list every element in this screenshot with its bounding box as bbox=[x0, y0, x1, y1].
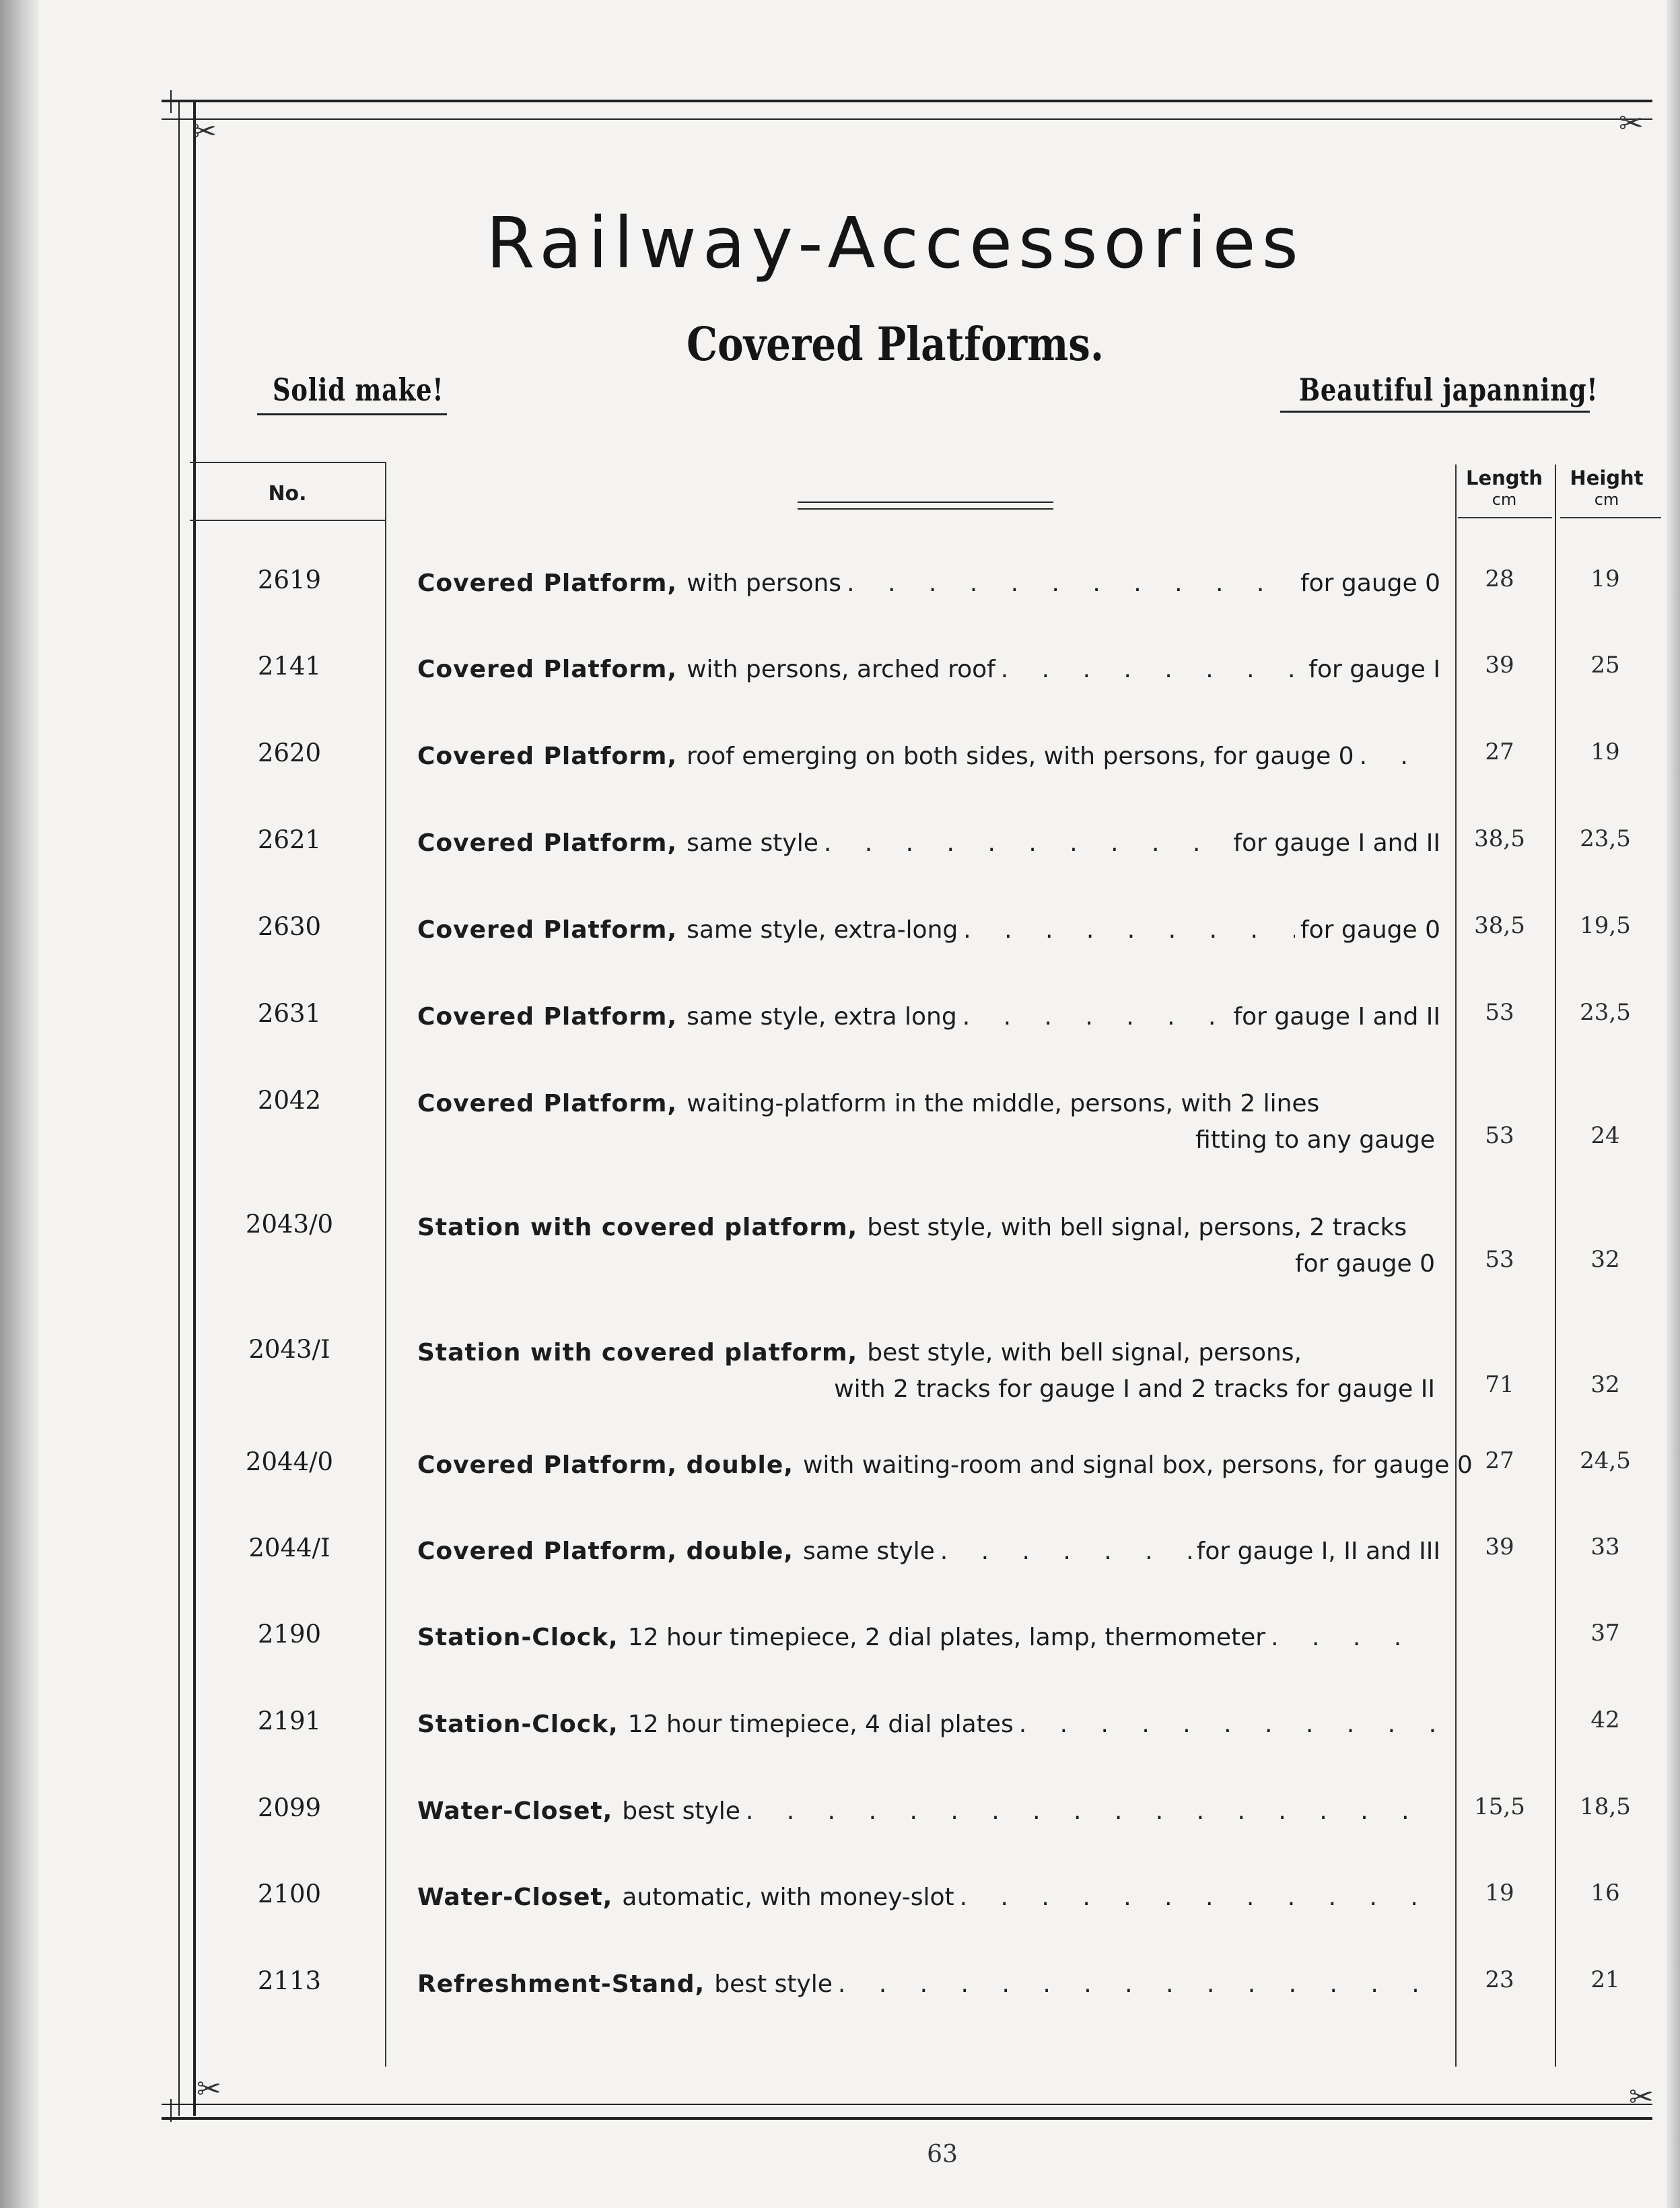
column-header-no-label: No. bbox=[268, 482, 307, 506]
item-description-continuation: with 2 tracks for gauge I and 2 tracks for gauge II bbox=[834, 1375, 1435, 1403]
item-number: 2042 bbox=[257, 1086, 322, 1115]
item-length: 39 bbox=[1485, 1533, 1514, 1560]
item-spec: best style, with bell signal, persons, 2 tracks bbox=[867, 1214, 1407, 1241]
column-header-length-unit: cm bbox=[1492, 490, 1517, 509]
slogan-right-underline bbox=[1280, 411, 1590, 413]
item-height: 24 bbox=[1590, 1122, 1620, 1149]
leader-dots bbox=[963, 999, 1228, 1035]
leader-dots bbox=[960, 1879, 1435, 1916]
item-gauge: for gauge I, II and III bbox=[1196, 1538, 1440, 1565]
item-number: 2113 bbox=[257, 1966, 322, 1995]
leader-dots bbox=[838, 1966, 1435, 2003]
item-number: 2043/I bbox=[248, 1335, 330, 1364]
table-row bbox=[0, 912, 1680, 1000]
item-spec: with persons, arched roof bbox=[687, 656, 995, 683]
leader-dots bbox=[1019, 1706, 1435, 1743]
scissors-ornament-icon: ✂ bbox=[192, 114, 217, 149]
item-name: Covered Platform, bbox=[417, 1003, 678, 1031]
page-title: Railway-Accessories bbox=[486, 202, 1304, 284]
item-length: 39 bbox=[1485, 652, 1514, 679]
item-name: Covered Platform, double, bbox=[417, 1538, 794, 1565]
item-number: 2619 bbox=[257, 565, 322, 594]
item-number: 2191 bbox=[257, 1706, 322, 1735]
item-description bbox=[417, 1879, 1440, 1916]
item-gauge: for gauge 0 bbox=[1300, 916, 1440, 944]
item-name: Station-Clock, bbox=[417, 1711, 619, 1738]
item-height: 23,5 bbox=[1580, 999, 1631, 1026]
page-number: 63 bbox=[927, 2141, 958, 2168]
item-number: 2099 bbox=[257, 1793, 322, 1822]
leader-dots bbox=[1001, 652, 1303, 688]
item-description bbox=[417, 652, 1440, 688]
leader-dots bbox=[746, 1793, 1435, 1830]
item-height: 16 bbox=[1590, 1879, 1620, 1906]
leader-dots bbox=[963, 912, 1295, 948]
item-name: Station with covered platform, bbox=[417, 1214, 858, 1241]
item-name: Covered Platform, bbox=[417, 570, 678, 597]
table-row bbox=[0, 565, 1680, 653]
item-description bbox=[417, 738, 1440, 775]
item-length: 53 bbox=[1485, 1246, 1514, 1273]
item-height: 37 bbox=[1590, 1620, 1620, 1647]
leader-dots bbox=[1360, 738, 1435, 775]
item-name: Covered Platform, bbox=[417, 743, 678, 770]
scissors-ornament-icon: ✂ bbox=[1629, 2080, 1654, 2114]
item-gauge: for gauge I bbox=[1308, 656, 1440, 683]
item-description bbox=[417, 1210, 1440, 1282]
table-row bbox=[0, 1706, 1680, 1794]
item-gauge: for gauge I and II bbox=[1233, 829, 1440, 857]
item-name: Covered Platform, bbox=[417, 1090, 678, 1117]
table-row bbox=[0, 1793, 1680, 1881]
table-row bbox=[0, 1966, 1680, 2054]
item-description bbox=[417, 825, 1440, 862]
item-name: Covered Platform, bbox=[417, 916, 678, 944]
item-description-continuation: for gauge 0 bbox=[1294, 1250, 1435, 1278]
table-row bbox=[0, 738, 1680, 826]
item-number: 2621 bbox=[257, 825, 322, 854]
column-header-height-underline bbox=[1560, 517, 1661, 518]
item-spec: same style, extra long bbox=[687, 1003, 957, 1031]
item-spec: best style bbox=[714, 1970, 833, 1998]
column-header-length-label: Length bbox=[1465, 467, 1543, 489]
item-height: 25 bbox=[1590, 652, 1620, 679]
item-spec: with persons bbox=[687, 570, 842, 597]
item-height: 24,5 bbox=[1580, 1447, 1631, 1474]
item-number: 2100 bbox=[257, 1879, 322, 1908]
item-description bbox=[417, 1706, 1440, 1743]
item-number: 2043/0 bbox=[245, 1210, 334, 1239]
item-description bbox=[417, 999, 1440, 1035]
item-description bbox=[417, 1966, 1440, 2003]
item-number: 2630 bbox=[257, 912, 322, 941]
item-spec: 12 hour timepiece, 2 dial plates, lamp, thermometer bbox=[627, 1624, 1266, 1651]
header-ornament-rule bbox=[798, 508, 1053, 510]
item-height: 19 bbox=[1590, 565, 1620, 592]
item-height: 19,5 bbox=[1580, 912, 1631, 939]
item-length: 38,5 bbox=[1474, 912, 1525, 939]
table-row bbox=[0, 999, 1680, 1086]
item-description bbox=[417, 912, 1440, 948]
table-row bbox=[0, 1335, 1680, 1422]
table-row bbox=[0, 1210, 1680, 1297]
scissors-ornament-icon: ✂ bbox=[197, 2072, 221, 2106]
item-name: Station with covered platform, bbox=[417, 1339, 858, 1367]
item-length: 23 bbox=[1485, 1966, 1514, 1993]
header-ornament-rule bbox=[798, 502, 1053, 503]
table-row bbox=[0, 1620, 1680, 1707]
item-name: Station-Clock, bbox=[417, 1624, 619, 1651]
item-number: 2044/0 bbox=[245, 1447, 334, 1476]
item-length: 28 bbox=[1485, 565, 1514, 592]
item-name: Covered Platform, double, bbox=[417, 1451, 794, 1479]
item-spec: roof emerging on both sides, with persons, for gauge 0 bbox=[687, 743, 1354, 770]
item-number: 2620 bbox=[257, 738, 322, 767]
item-gauge: for gauge I and II bbox=[1233, 1003, 1440, 1031]
table-row bbox=[0, 1447, 1680, 1535]
leader-dots bbox=[940, 1533, 1191, 1570]
item-name: Refreshment-Stand, bbox=[417, 1970, 705, 1998]
item-height: 23,5 bbox=[1580, 825, 1631, 852]
item-description bbox=[417, 1086, 1440, 1159]
item-length: 53 bbox=[1485, 1122, 1514, 1149]
page-subtitle: Covered Platforms. bbox=[687, 318, 1104, 372]
item-number: 2631 bbox=[257, 999, 322, 1028]
corner-tick-top-left bbox=[170, 90, 172, 113]
item-length: 38,5 bbox=[1474, 825, 1525, 852]
item-spec: automatic, with money-slot bbox=[622, 1884, 954, 1911]
slogan-left: Solid make! bbox=[273, 372, 444, 408]
frame-top-border bbox=[162, 100, 1652, 120]
column-header-height-label: Height bbox=[1570, 467, 1644, 489]
item-spec: 12 hour timepiece, 4 dial plates bbox=[627, 1711, 1014, 1738]
scissors-ornament-icon: ✂ bbox=[1619, 106, 1644, 141]
item-length: 27 bbox=[1485, 1447, 1514, 1474]
item-description bbox=[417, 1335, 1440, 1408]
item-description-continuation: fitting to any gauge bbox=[1195, 1126, 1435, 1154]
item-spec: best style bbox=[622, 1797, 740, 1825]
leader-dots bbox=[847, 565, 1295, 602]
item-length: 15,5 bbox=[1474, 1793, 1525, 1820]
table-row bbox=[0, 825, 1680, 913]
item-spec: waiting-platform in the middle, persons, with 2 lines bbox=[687, 1090, 1320, 1117]
item-height: 32 bbox=[1590, 1246, 1620, 1273]
table-row bbox=[0, 1533, 1680, 1621]
item-number: 2044/I bbox=[248, 1533, 330, 1562]
column-header-length bbox=[1454, 467, 1555, 510]
leader-dots bbox=[824, 825, 1228, 862]
table-row bbox=[0, 652, 1680, 739]
table-row bbox=[0, 1879, 1680, 1967]
frame-bottom-border bbox=[162, 2104, 1652, 2120]
item-height: 32 bbox=[1590, 1371, 1620, 1398]
item-height: 19 bbox=[1590, 738, 1620, 765]
item-spec: same style bbox=[802, 1538, 935, 1565]
column-header-length-underline bbox=[1458, 517, 1552, 518]
item-description bbox=[417, 1620, 1440, 1656]
item-description bbox=[417, 565, 1440, 602]
slogan-left-underline bbox=[257, 413, 447, 415]
column-header-no bbox=[190, 462, 386, 521]
item-length: 27 bbox=[1485, 738, 1514, 765]
column-header-height bbox=[1556, 467, 1657, 510]
slogan-right: Beautiful japanning! bbox=[1299, 372, 1599, 408]
item-name: Covered Platform, bbox=[417, 829, 678, 857]
item-spec: same style bbox=[687, 829, 818, 857]
item-name: Covered Platform, bbox=[417, 656, 678, 683]
item-name: Water-Closet, bbox=[417, 1884, 613, 1911]
item-name: Water-Closet, bbox=[417, 1797, 613, 1825]
table-row bbox=[0, 1086, 1680, 1173]
item-description bbox=[417, 1447, 1473, 1484]
item-height: 18,5 bbox=[1580, 1793, 1631, 1820]
leader-dots bbox=[1271, 1620, 1435, 1656]
item-height: 33 bbox=[1590, 1533, 1620, 1560]
item-length: 19 bbox=[1485, 1879, 1514, 1906]
item-number: 2190 bbox=[257, 1620, 322, 1649]
item-description bbox=[417, 1793, 1440, 1830]
item-spec: best style, with bell signal, persons, bbox=[867, 1339, 1302, 1367]
item-length: 71 bbox=[1485, 1371, 1514, 1398]
item-height: 21 bbox=[1590, 1966, 1620, 1993]
column-header-height-unit: cm bbox=[1594, 490, 1619, 509]
item-gauge: for gauge 0 bbox=[1300, 570, 1440, 597]
item-spec: same style, extra-long bbox=[687, 916, 958, 944]
corner-tick-bottom-left bbox=[170, 2099, 172, 2122]
item-length: 53 bbox=[1485, 999, 1514, 1026]
item-description bbox=[417, 1533, 1440, 1570]
item-spec: with waiting-room and signal box, persons, for gauge 0 bbox=[802, 1451, 1473, 1479]
item-height: 42 bbox=[1590, 1706, 1620, 1733]
item-number: 2141 bbox=[257, 652, 322, 681]
